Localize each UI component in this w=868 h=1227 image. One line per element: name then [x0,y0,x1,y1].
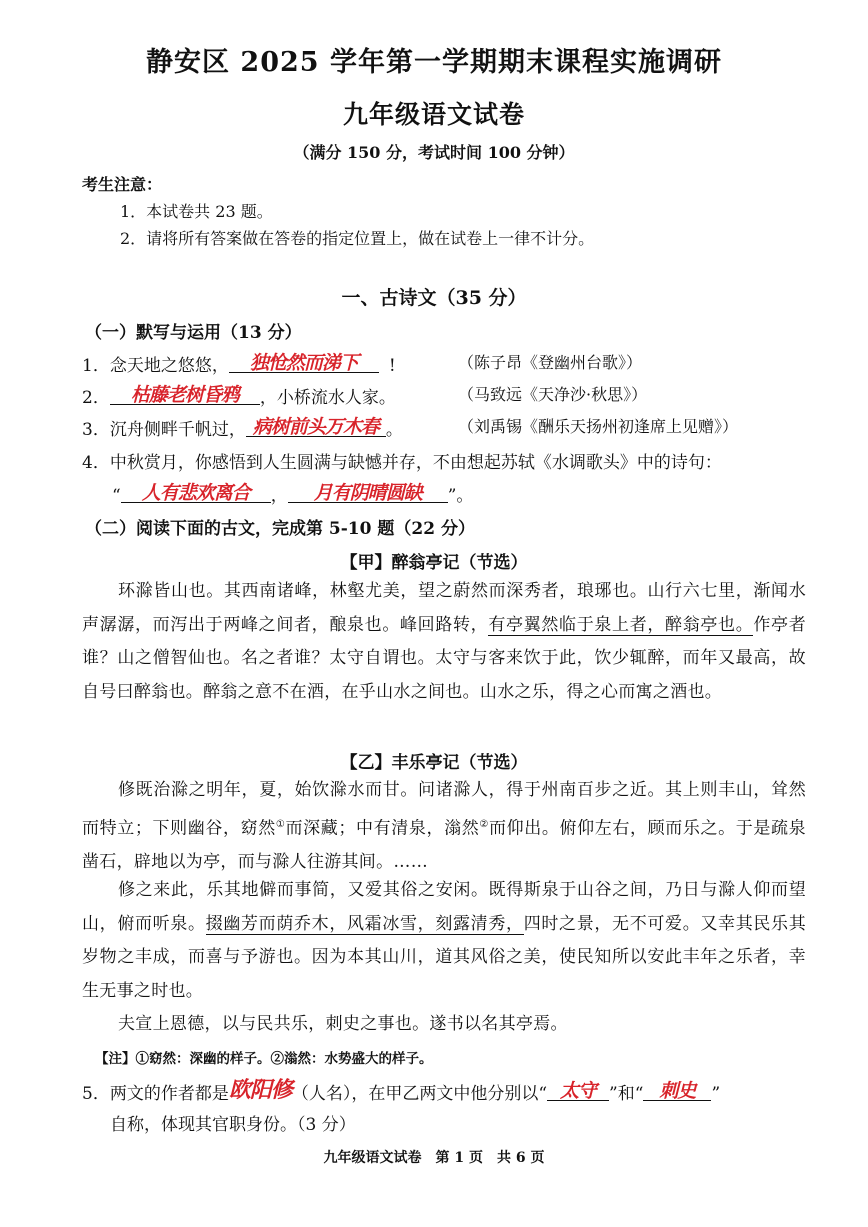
q5-answer-2: 刺史 [659,1080,696,1102]
question-3 [82,414,403,440]
q1-suffix: ! [388,356,396,376]
score-time: （满分 150 分，考试时间 100 分钟） [293,143,575,162]
passage-jia-text: 环滁皆山也。其西南诸峰，林壑尤美，望之蔚然而深秀者，琅琊也。山行六七里，渐闻水声潺潺，而泻出于两峰之间者，酿泉也。峰回路转，有亭翼然临于泉上者，醉翁亭也。作亭者谁？山之僧智仙也。名之者谁？太守自谓也。太守与客来饮于此，饮少辄醉，而年又最高，故自号曰醉翁也。醉翁之意不在酒，在乎山水之间也。山水之乐，得之心而寓之酒也。 [82,581,807,702]
footnote-mark-1: ① [275,818,286,830]
passage-yi-underlined: 掇幽芳而荫乔木，风霜冰雪，刻露清秀， [205,913,524,934]
q5-answer-author: 欧阳修 [228,1078,292,1103]
footnote: 【注】①窈然：深幽的样子。②滃然：水势盛大的样子。 [95,1051,433,1067]
notice-title: 考生注意： [82,175,163,194]
q3-source: （刘禹锡《酬乐天扬州初逢席上见赠》） [458,417,739,436]
question-5: 5．两文的作者都是欧阳修（人名），在甲乙两文中他分别以“ 太守 ”和“ 刺史 ” [82,1078,721,1104]
section-title: 一、古诗文（35 分） [341,287,527,309]
part2-title: （二）阅读下面的古文，完成第 5-10 题（22 分） [85,519,475,539]
q2-prefix: 2． [82,388,110,408]
footnote-mark-2: ② [479,818,489,830]
question-2 [82,382,396,408]
q3-suffix: 。 [385,420,403,440]
q1-answer: 独怆然而涕下 [249,352,358,374]
q3-answer: 病树前头万木春 [252,416,379,438]
question-4: 4．中秋赏月，你感悟到人生圆满与缺憾并存，不由想起苏轼《水调歌头》中的诗句： [82,453,722,473]
q3-blank [246,414,386,437]
question-1 [82,350,396,376]
q1-prefix: 1．念天地之悠悠， [82,356,229,376]
q2-suffix: ，小桥流水人家。 [259,388,396,408]
q1-source: （陈子昂《登幽州台歌》） [458,353,643,372]
q4-answer-2: 月有阴晴圆缺 [313,482,422,504]
part1-title: （一）默写与运用（13 分） [85,323,302,343]
question-5-line-2: 自称，体现其官职身份。（3 分） [110,1115,356,1135]
q2-blank [110,382,260,405]
passage-jia-underlined: 有亭翼然临于泉上者，醉翁亭也。 [488,614,754,635]
q3-prefix: 3．沉舟侧畔千帆过， [82,420,246,440]
passage-jia-title: 【甲】醉翁亭记（节选） [340,553,528,573]
notice-item-2: 2．请将所有答案做在答卷的指定位置上，做在试卷上一律不计分。 [120,229,595,248]
q2-answer: 枯藤老树昏鸦 [130,384,239,406]
q5-blank-2 [643,1078,711,1101]
q5-blank-1 [547,1078,609,1101]
passage-yi-para-1: 修既治滁之明年，夏，始饮滁水而甘。问诸滁人，得于州南百步之近。其上则丰山，耸然而特立；下则幽谷，窈然①而深藏；中有清泉，滃然②而仰出。俯仰左右，顾而乐之。于是疏泉凿石，辟地以为亭，而与滁人往游其间。…… [82,780,806,872]
exam-title: 静安区 2025 学年第一学期期末课程实施调研 [146,47,722,78]
q1-blank [229,350,379,373]
passage-yi-para-3: 夫宣上恩德，以与民共乐，刺史之事也。遂书以名其亭焉。 [118,1014,568,1034]
q4-blank-2 [288,480,448,503]
question-4-answer-line: “ 人有悲欢离合 ， 月有阴晴圆缺 ”。 [112,482,474,506]
q4-blank-1 [121,480,271,503]
passage-yi-para-2: 修之来此，乐其地僻而事简，又爱其俗之安闲。既得斯泉于山谷之间，乃日与滁人仰而望山，俯而听泉。掇幽芳而荫乔木，风霜冰雪，刻露清秀，四时之景，无不可爱。又幸其民乐其岁物之丰成，而喜与予游也。因为本其山川，道其风俗之美，使民知所以安此丰年之乐者，幸生无事之时也。 [82,880,806,1001]
q4-answer-1: 人有悲欢离合 [141,482,250,504]
exam-subtitle: 九年级语文试卷 [342,100,525,129]
passage-yi-title: 【乙】丰乐亭记（节选） [340,753,528,773]
notice-item-1: 1．本试卷共 23 题。 [120,202,273,221]
q2-source: （马致远《天净沙·秋思》） [458,385,648,404]
q5-answer-1: 太守 [560,1080,597,1102]
page-footer: 九年级语文试卷 第 1 页 共 6 页 [323,1150,545,1166]
